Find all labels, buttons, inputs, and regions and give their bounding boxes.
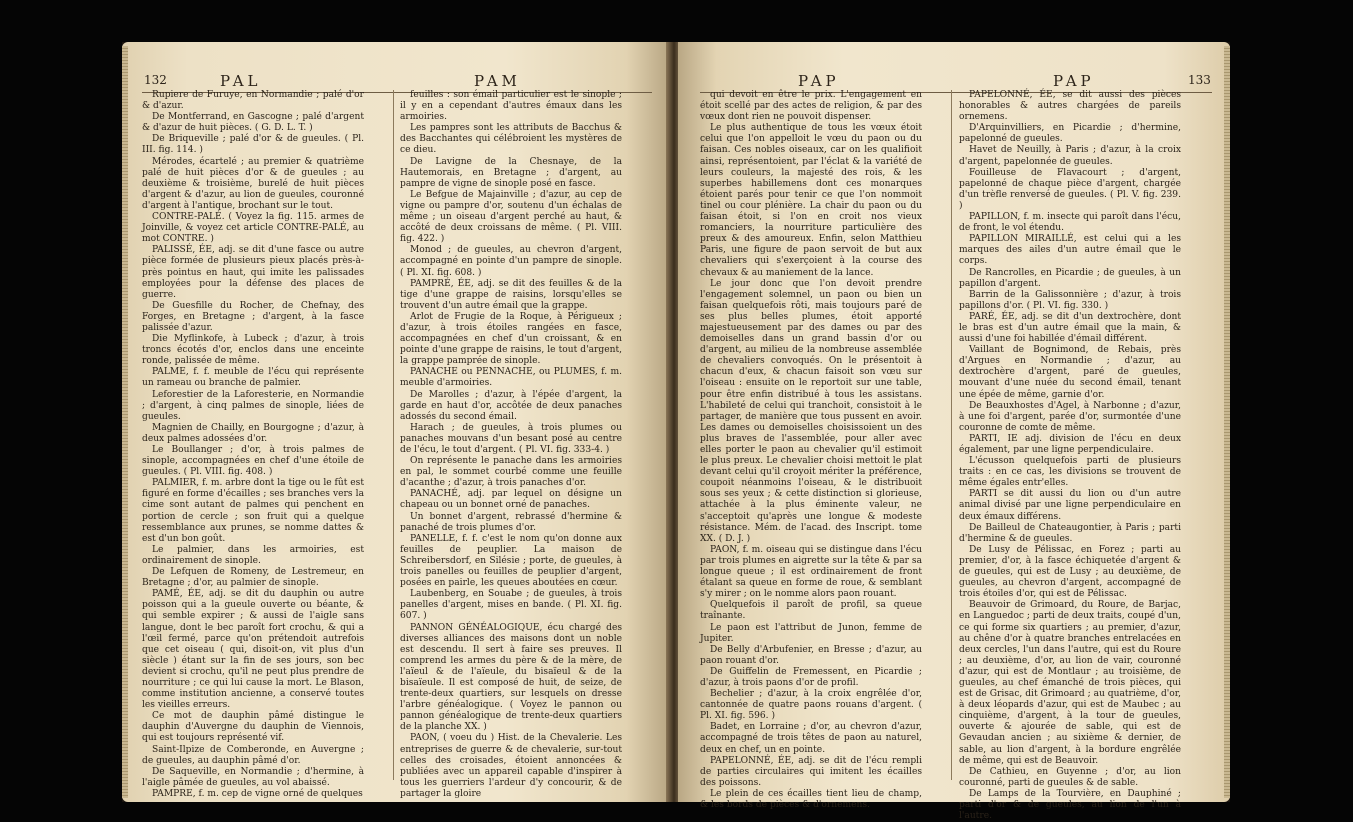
paragraph: De Cathieu, en Guyenne ; d'or, au lion couronné, parti de gueules & de sable. (959, 766, 1181, 788)
left-column-2 (400, 90, 622, 799)
paragraph: Le plus authentique de tous les vœux étoit celui que l'on appelloit le vœu du paon ou du faisan. Ces nobles oiseaux, car on les qualifioit ainsi, représentoient, par l'éclat & la variété de leurs couleurs, la majesté des rois, & les superbes habillemens dont ces monarques étoient parés pour tenir ce que l'on nommoit tinel ou cour plénière. La chair du paon ou du faisan étoit, si l'on en croit nos vieux romanciers, la nourriture particulière des preux & des amoureux. Enfin, selon Matthieu Paris, une figure de paon servoit de but aux chevaliers qui s'exerçoient à la course des chevaux & au maniement de la lance. (700, 123, 922, 278)
left-page-number: 132 (144, 73, 167, 87)
paragraph: De Guiffelin de Fremessent, en Picardie ; d'azur, à trois paons d'or de profil. (700, 666, 922, 688)
paragraph: PARTI se dit aussi du lion ou d'un autre animal divisé par une ligne perpendiculaire en deux émaux différens. (959, 489, 1181, 522)
paragraph: PALISSÉ, ÉE, adj. se dit d'une fasce ou autre pièce formée de plusieurs pieux placés près-à-près pointus en haut, qui imite les palissades employées pour la défense des places de guerre. (142, 245, 364, 300)
paragraph: Le jour donc que l'on devoit prendre l'engagement solemnel, un paon ou bien un faisan quelquefois rôti, mais toujours paré de ses plus belles plumes, étoit apporté majestueusement par des dames ou par des demoiselles dans un grand bassin d'or ou d'argent, au milieu de la nombreuse assemblée de chevaliers convoqués. On le présentoit à chacun d'eux, & chacun faisoit son vœu sur l'oiseau : ensuite on le reportoit sur une table, pour être enfin distribué à tous les assistans. L'habileté de celui qui tranchoit, consistoit à le partager, de manière que tous pussent en avoir. Les dames ou demoiselles choisissoient un des plus braves de l'assemblée, pour aller avec elles porter le paon au chevalier qu'il estimoit le plus preux. Le chevalier choisi mettoit le plat devant celui qu'il croyoit mériter la préférence, coupoit néanmoins l'oiseau, & le distribuoit sous ses yeux ; & cette distinction si glorieuse, attachée à la plus éminente valeur, ne s'acceptoit qu'après une longue & modeste résistance. Mém. de l'acad. des Inscript. tome XX. ( D. J. ) (700, 278, 922, 544)
paragraph: Le Befgue de Majainville ; d'azur, au cep de vigne ou pampre d'or, soutenu d'un échalas de même ; un oiseau d'argent perché au haut, & accôté de deux croissans de même. ( Pl. VIII. fig. 422. ) (400, 189, 622, 245)
paragraph: Quelquefois il paroît de profil, sa queue traînante. (700, 600, 922, 622)
left-header-right: PAM (474, 72, 521, 90)
paragraph: L'écusson quelquefois parti de plusieurs traits : en ce cas, les divisions se trouvent de même égales entr'elles. (959, 456, 1181, 489)
open-book (122, 42, 1230, 822)
paragraph: Leforestier de la Laforesterie, en Normandie ; d'argent, à cinq palmes de sinople, liées de gueules. (142, 389, 364, 422)
paragraph: De Lavigne de la Chesnaye, de la Hautemorais, en Bretagne ; d'argent, au pampre de vigne de sinople posé en fasce. (400, 156, 622, 189)
page-edge-right (1224, 46, 1230, 798)
paragraph: De Montferrand, en Gascogne ; palé d'argent & d'azur de huit pièces. ( G. D. L. T. ) (142, 112, 364, 134)
paragraph: PANELLE, f. f. c'est le nom qu'on donne aux feuilles de peuplier. La maison de Schreibersdorf, en Silésie ; porte, de gueules, à trois panelles ou feuilles de peuplier d'argent, posées en pairle, les queues aboutées en cœur. (400, 533, 622, 589)
paragraph: De Saqueville, en Normandie ; d'hermine, à l'aigle pâmée de gueules, au vol abaissé. (142, 766, 364, 788)
paragraph: PALME, f. f. meuble de l'écu qui représente un rameau ou branche de palmier. (142, 367, 364, 389)
paragraph: PALMIER, f. m. arbre dont la tige ou le fût est figuré en forme d'écailles ; ses branches vers la cime sont autant de palmes qui penchent en portion de cercle ; son fruit qui a quelque ressemblance aux prunes, se nomme dattes & est d'un bon goût. (142, 478, 364, 544)
paragraph: Un bonnet d'argent, rebrassé d'hermine & panaché de trois plumes d'or. (400, 511, 622, 533)
paragraph: PANACHE ou PENNACHE, ou PLUMES, f. m. meuble d'armoiries. (400, 367, 622, 389)
paragraph: PAMÉ, ÉE, adj. se dit du dauphin ou autre poisson qui a la gueule ouverte ou béante, & qui semble expirer ; & aussi de l'aigle sans langue, dont le bec paroît fort crochu, & qui a l'œil fermé, parce qu'on prétendoit autrefois que cet oiseau ( qui, disoit-on, vit plus d'un siècle ) étant sur la fin de ses jours, son bec devient si crochu, qu'il ne peut plus prendre de nourriture ; ce qui lui cause la mort. Le Blason, comme institution ancienne, a conservé toutes les vieilles erreurs. (142, 589, 364, 711)
left-column-divider (393, 90, 394, 780)
paragraph: Le paon est l'attribut de Junon, femme de Jupiter. (700, 622, 922, 644)
paragraph: PAON, f. m. oiseau qui se distingue dans l'écu par trois plumes en aigrette sur la tête & par sa longue queue ; il est ordinairement de front étalant sa queue en forme de roue, & semblant s'y mirer ; on le nomme alors paon rouant. (700, 544, 922, 600)
paragraph: PANNON GÉNÉALOGIQUE, écu chargé des diverses alliances des maisons dont un noble est descendu. Il sert à faire ses preuves. Il comprend les armes du père & de la mère, de l'aïeul & de l'aïeule, du bisaïeul & de la bisaïeule. Il est composé de huit, de seize, de trente-deux quartiers, sur lesquels on dresse l'arbre généalogique. ( Voyez le pannon ou pannon généalogique de trente-deux quartiers de la planche XX. ) (400, 622, 622, 733)
paragraph: De Lusy de Pélissac, en Forez ; parti au premier, d'or, à la fasce échiquetée d'argent & de gueules, qui est de Lusy ; au deuxième, de gueules, au chevron d'argent, accompagné de trois étoiles d'or, qui est de Pélissac. (959, 544, 1181, 600)
left-column-1 (142, 90, 364, 799)
paragraph: feuilles : son émail particulier est le sinople ; il y en a cependant d'autres émaux dans les armoiries. (400, 90, 622, 123)
left-page (122, 42, 670, 802)
paragraph: On représente le panache dans les armoiries en pal, le sommet courbé comme une feuille d'acanthe ; d'azur, à trois panaches d'or. (400, 456, 622, 489)
paragraph: CONTRE-PALÉ. ( Voyez la fig. 115. armes de Joinville, & voyez cet article CONTRE-PALÉ, au mot CONTRE. ) (142, 212, 364, 245)
right-page (678, 42, 1230, 822)
paragraph: D'Arquinvilliers, en Picardie ; d'hermine, papelonné de gueules. (959, 123, 1181, 145)
right-header-right: PAP (1053, 72, 1095, 90)
paragraph: qui devoit en être le prix. L'engagement en étoit scellé par des actes de religion, & par des vœux dont rien ne pouvoit dispenser. (700, 90, 922, 123)
paragraph: PAMPRE, f. m. cep de vigne orné de quelques (152, 788, 363, 799)
paragraph: Bechelier ; d'azur, à la croix engrêlée d'or, cantonnée de quatre paons rouans d'argent. ( Pl. XI. fig. 596. ) (700, 689, 922, 722)
paragraph: PAPELONNÉ, ÉE, se dit aussi des pièces honorables & autres chargées de pareils ornemens. (959, 90, 1181, 123)
paragraph: Ce mot de dauphin pâmé distingue le dauphin d'Auvergne du dauphin de Viennois, qui est toujours représenté vif. (142, 711, 364, 744)
paragraph: Harach ; de gueules, à trois plumes ou panaches mouvans d'un besant posé au centre de l'écu, le tout d'argent. ( Pl. VI. fig. 333-4. ) (400, 422, 622, 455)
paragraph: PARTI, IE adj. division de l'écu en deux également, par une ligne perpendiculaire. (959, 433, 1181, 455)
paragraph: PARÉ, ÉE, adj. se dit d'un dextrochère, dont le bras est d'un autre émail que la main, & aussi d'une foi habillée d'émail différent. (959, 311, 1181, 345)
paragraph: Badet, en Lorraine ; d'or, au chevron d'azur, accompagné de trois têtes de paon au naturel, deux en chef, un en pointe. (700, 722, 922, 755)
right-column-2 (959, 90, 1181, 822)
paragraph: De Belly d'Arbufenier, en Bresse ; d'azur, au paon rouant d'or. (700, 644, 922, 666)
paragraph: Die Myflinkofe, à Lubeck ; d'azur, à trois troncs écotés d'or, enclos dans une enceinte ronde, palissée de même. (142, 334, 364, 367)
paragraph: Le plein de ces écailles tient lieu de champ, & les bords de pièces & d'ornemens. (700, 788, 922, 810)
paragraph: De Marolles ; d'azur, à l'épée d'argent, la garde en haut d'or, accôtée de deux panaches adossés du second émail. (400, 389, 622, 422)
paragraph: Beauvoir de Grimoard, du Roure, de Barjac, en Languedoc ; parti de deux traits, coupé d'un, ce qui forme six quartiers ; au premier, d'azur, au chêne d'or à quatre branches entrelacées en deux cercles, l'un dans l'autre, qui est du Roure ; au deuxième, d'or, au lion de vair, couronné d'azur, qui est de Montlaur ; au troisième, de gueules, au chef émanché de trois pièces, qui est de Grisac, dit Grimoard ; au quatrième, d'or, à deux léopards d'azur, qui est de Maubec ; au cinquième, d'argent, à la tour de gueules, ouverte & ajourée de sable, qui est de Gevaudan ancien ; au sixième & dernier, de sable, au lion d'argent, à la bordure engrêlée de même, qui est de Beauvoir. (959, 600, 1181, 766)
paragraph: Havet de Neuilly, à Paris ; d'azur, à la croix d'argent, papelonnée de gueules. (959, 145, 1181, 167)
paragraph: PAMPRÉ, ÉE, adj. se dit des feuilles & de la tige d'une grappe de raisins, lorsqu'elles se trouvent d'un autre émail que la grappe. (400, 278, 622, 311)
paragraph: PAPELONNÉ, ÉE, adj. se dit de l'écu rempli de parties circulaires qui imitent les écailles des poissons. (700, 755, 922, 788)
paragraph: De Briqueville ; palé d'or & de gueules. ( Pl. III. fig. 114. ) (142, 134, 364, 156)
page-edge-left (122, 46, 128, 798)
paragraph: Monod ; de gueules, au chevron d'argent, accompagné en pointe d'un pampre de sinople. ( Pl. XI. fig. 608. ) (400, 245, 622, 278)
paragraph: Le Boullanger ; d'or, à trois palmes de sinople, accompagnées en chef d'une étoile de gueules. ( Pl. VIII. fig. 408. ) (142, 445, 364, 478)
paragraph: Rupiere de Furuye, en Normandie ; palé d'or & d'azur. (142, 90, 364, 112)
paragraph: De Guesfille du Rocher, de Chefnay, des Forges, en Bretagne ; d'argent, à la fasce palissée d'azur. (142, 300, 364, 333)
paragraph: De Beauxhostes d'Agel, à Narbonne ; d'azur, à une foi d'argent, parée d'or, surmontée d'une couronne de comte de même. (959, 400, 1181, 433)
paragraph: De Bailleul de Chateaugontier, à Paris ; parti d'hermine & de gueules. (959, 522, 1181, 544)
paragraph: PAON, ( voeu du ) Hist. de la Chevalerie. Les entreprises de guerre & de chevalerie, sur-tout celles des croisades, étoient annoncées & publiées avec un appareil capable d'inspirer à tous les guerriers l'ardeur d'y concourir, & de partager la gloire (400, 733, 622, 799)
paragraph: Barrin de la Galissonnière ; d'azur, à trois papillons d'or. ( Pl. VI. fig. 330. ) (959, 289, 1181, 311)
paragraph: PAPILLON MIRAILLÉ, est celui qui a les marques des ailes d'un autre émail que le corps. (959, 234, 1181, 267)
paragraph: PANACHÉ, adj. par lequel on désigne un chapeau ou un bonnet orné de panaches. (400, 489, 622, 511)
paragraph: Arlot de Frugie de la Roque, à Périgueux ; d'azur, à trois étoiles rangées en fasce, accompagnées en chef d'un croissant, & en pointe d'une grappe de raisins, le tout d'argent, la grappe pamprée de sinople. (400, 311, 622, 367)
paragraph: Laubenberg, en Souabe ; de gueules, à trois panelles d'argent, mises en bande. ( Pl. XI. fig. 607. ) (400, 589, 622, 622)
paragraph: Le palmier, dans les armoiries, est ordinairement de sinople. (142, 544, 364, 566)
paragraph: De Lamps de la Tourvière, en Dauphiné ; parti d'or & de gueules, au lion de l'un à l'autre. (959, 788, 1181, 822)
paragraph: Saint-Ilpize de Comberonde, en Auvergne ; de gueules, au dauphin pâmé d'or. (142, 744, 364, 766)
paragraph: Mérodes, écartelé ; au premier & quatrième palé de huit pièces d'or & de gueules ; au deuxième & troisième, burelé de huit pièces d'argent & d'azur, au lion de gueules, couronné d'argent à l'antique, brochant sur le tout. (142, 156, 364, 211)
right-column-1 (700, 90, 922, 810)
right-header-left: PAP (798, 72, 840, 90)
paragraph: PAPILLON, f. m. insecte qui paroît dans l'écu, de front, le vol étendu. (959, 212, 1181, 234)
paragraph: Les pampres sont les attributs de Bacchus & des Bacchantes qui célébroient les mystères de ce dieu. (400, 123, 622, 156)
left-header-left: PAL (220, 72, 262, 90)
paragraph: Fouilleuse de Flavacourt ; d'argent, papelonné de chaque pièce d'argent, chargée d'un trèfle renversé de gueules. ( Pl. V. fig. 239. ) (959, 167, 1181, 211)
paragraph: Vaillant de Bognimond, de Rebais, près d'Argues en Normandie ; d'azur, au dextrochère d'argent, paré de gueules, mouvant d'une nuée du second émail, tenant une épée de même, garnie d'or. (959, 345, 1181, 400)
right-column-divider (951, 90, 952, 780)
right-page-number: 133 (1188, 73, 1211, 87)
paragraph: Magnien de Chailly, en Bourgogne ; d'azur, à deux palmes adossées d'or. (142, 422, 364, 444)
paragraph: De Lefquen de Romeny, de Lestremeur, en Bretagne ; d'or, au palmier de sinople. (142, 567, 364, 589)
paragraph: De Rancrolles, en Picardie ; de gueules, à un papillon d'argent. (959, 267, 1181, 289)
